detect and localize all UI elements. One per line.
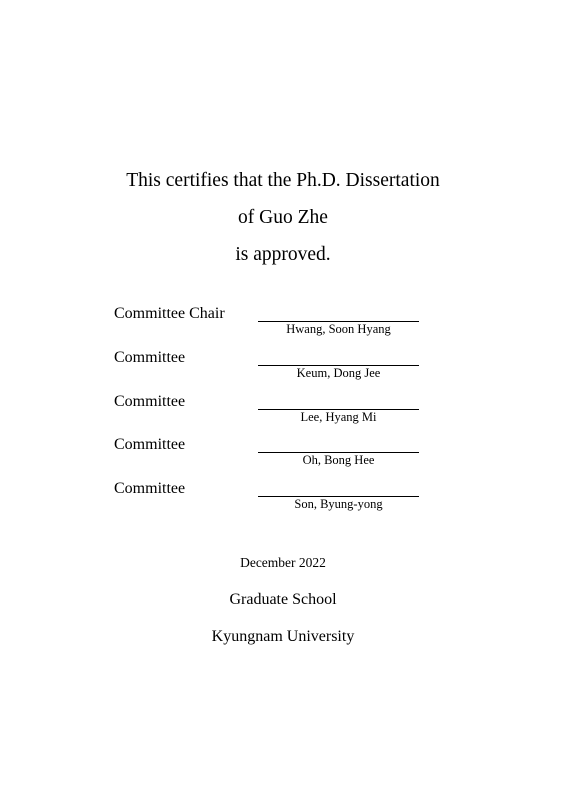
committee-member-name: Keum, Dong Jee xyxy=(296,366,381,380)
committee-row-member-4 xyxy=(0,480,566,520)
committee-row-member-1 xyxy=(0,349,566,389)
approval-date: December 2022 xyxy=(240,555,326,570)
committee-role-label: Committee xyxy=(114,480,186,497)
committee-row-member-2 xyxy=(0,393,566,433)
candidate-name: of Guo Zhe xyxy=(238,207,328,228)
committee-role-label: Committee xyxy=(114,349,186,366)
committee-role-label: Committee Chair xyxy=(114,305,225,322)
committee-member-name: Oh, Bong Hee xyxy=(302,453,375,467)
committee-member-name: Lee, Hyang Mi xyxy=(300,410,377,424)
approval-statement: is approved. xyxy=(235,244,331,265)
committee-row-member-3 xyxy=(0,436,566,476)
committee-role-label: Committee xyxy=(114,436,186,453)
school-name: Graduate School xyxy=(229,591,337,608)
committee-role-label: Committee xyxy=(114,393,186,410)
university-name: Kyungnam University xyxy=(211,628,355,645)
committee-row-chair xyxy=(0,305,566,345)
certification-statement: This certifies that the Ph.D. Dissertation xyxy=(126,170,440,191)
committee-member-name: Son, Byung-yong xyxy=(294,497,383,511)
committee-member-name: Hwang, Soon Hyang xyxy=(286,322,391,336)
